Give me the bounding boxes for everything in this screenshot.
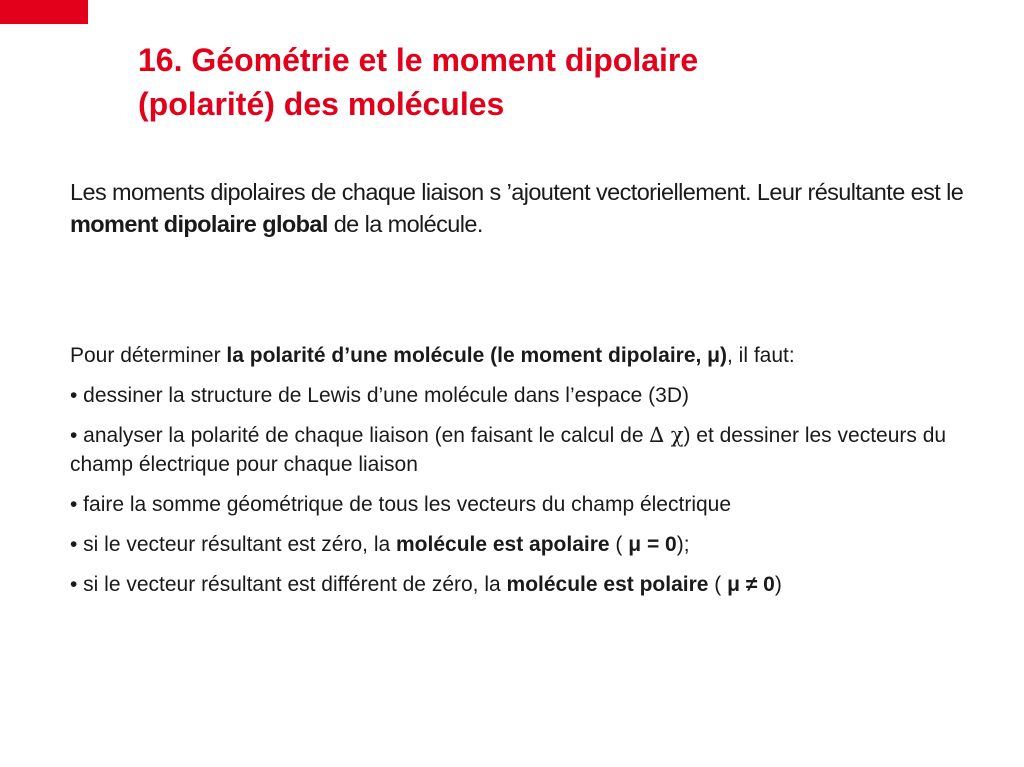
bullet-text-1: • analyser la polarité de chaque liaison (en faisant le calcul de — [70, 424, 650, 447]
intro-text-1: Les moments dipolaires de chaque liaison s ’ajoutent vectoriellement. Leur résultante est le — [70, 179, 964, 205]
title-line-2: (polarité) des molécules — [138, 86, 505, 122]
bullet-text-3: ) — [774, 573, 782, 596]
lead-bold: la polarité d’une molécule (le moment dipolaire, μ) — [226, 344, 728, 367]
title-line-1: 16. Géométrie et le moment dipolaire — [138, 42, 699, 78]
bullet-bold-2: μ = 0 — [628, 533, 677, 556]
bullet-text-1: • si le vecteur résultant est différent de zéro, la — [70, 573, 507, 596]
lead-paragraph — [70, 341, 990, 370]
bullet-bold-1: molécule est apolaire — [396, 533, 610, 556]
bullet-text-1: • si le vecteur résultant est zéro, la — [70, 533, 396, 556]
lead-text-1: Pour déterminer — [70, 344, 227, 367]
bullet-text-2: ) et dessiner les vecteurs du champ électrique pour chaque liaison — [70, 424, 947, 476]
bullet-item — [70, 570, 990, 599]
intro-text-2: de la molécule. — [327, 211, 483, 237]
bullet-text: • dessiner la structure de Lewis d’une molécule dans l’espace (3D) — [70, 384, 689, 407]
intro-bold: moment dipolaire global — [70, 211, 328, 237]
bullet-text: • faire la somme géométrique de tous les vecteurs du champ électrique — [70, 493, 732, 516]
bullet-bold-1: molécule est polaire — [506, 573, 709, 596]
bullet-item — [70, 421, 990, 479]
bullet-item — [70, 530, 990, 559]
bullet-bold-2: μ ≠ 0 — [727, 573, 775, 596]
bullet-text-3: ); — [676, 533, 690, 556]
bullet-item — [70, 381, 990, 410]
accent-bar — [0, 0, 88, 24]
bullet-text-2: ( — [708, 573, 728, 596]
bullet-item — [70, 490, 990, 519]
delta-chi-symbol: ∆ χ — [649, 423, 684, 447]
intro-paragraph — [70, 176, 970, 240]
bullet-text-2: ( — [609, 533, 629, 556]
lead-text-2: , il faut: — [727, 344, 795, 367]
content-body — [70, 341, 990, 610]
slide-title — [138, 38, 958, 126]
